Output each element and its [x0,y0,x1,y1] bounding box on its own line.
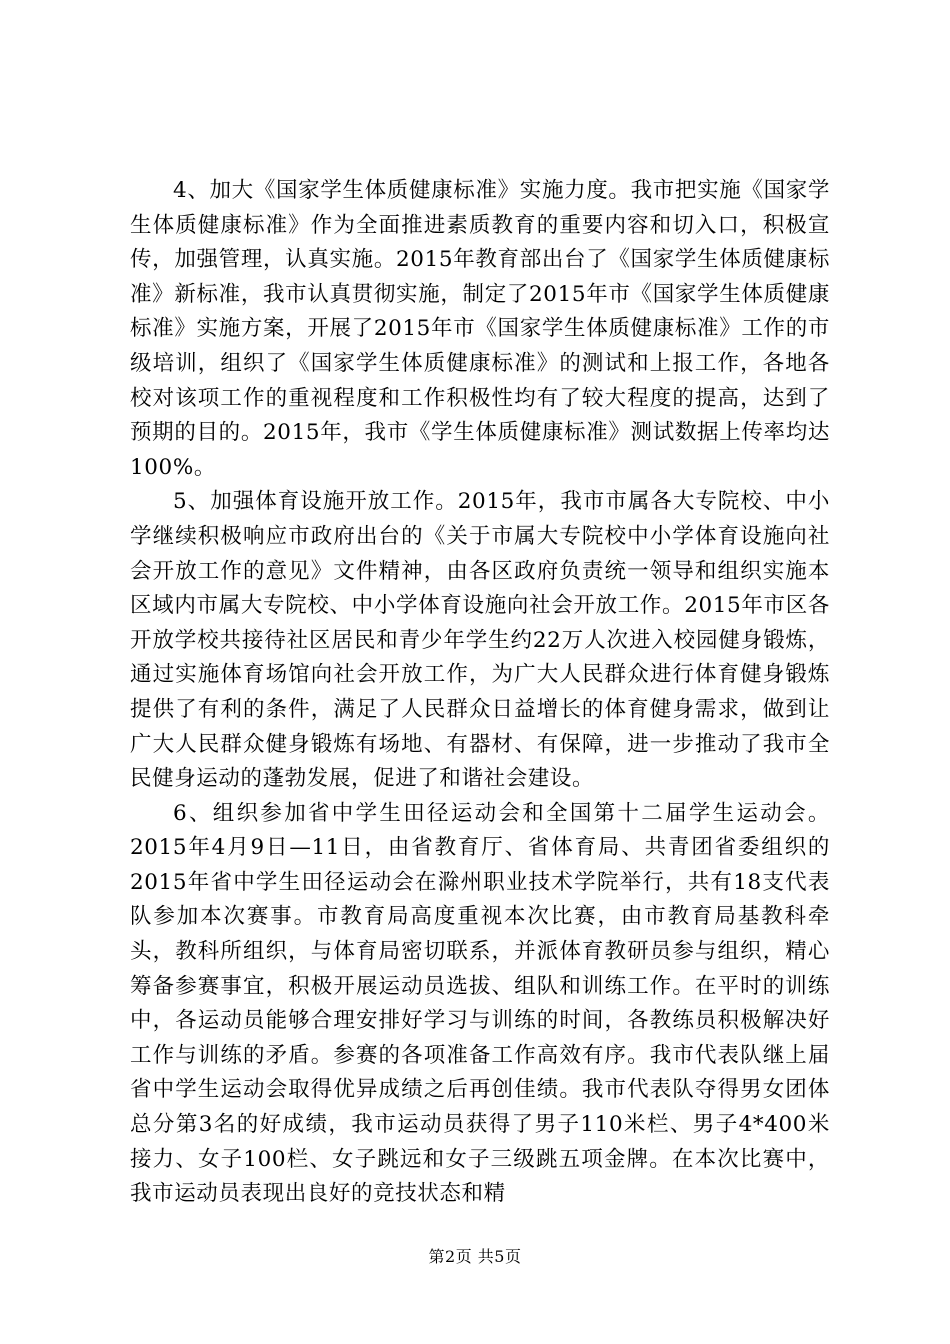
page-number-label: 第2页 共5页 [428,1247,522,1266]
paragraph-item-4: 4、加大《国家学生体质健康标准》实施力度。我市把实施《国家学生体质健康标准》作为全面推进素质教育的重要内容和切入口，积极宣传，加强管理，认真实施。2015年教育部出台了《国家学生体质健康标准》新标准，我市认真贯彻实施，制定了2015年市《国家学生体质健康标准》实施方案，开展了2015年市《国家学生体质健康标准》工作的市级培训，组织了《国家学生体质健康标准》的测试和上报工作，各地各校对该项工作的重视程度和工作积极性均有了较大程度的提高，达到了预期的目的。2015年，我市《学生体质健康标准》测试数据上传率均达100%。 [130,178,830,480]
document-body [130,174,830,1212]
page-footer [0,1247,950,1267]
paragraph-item-6: 6、组织参加省中学生田径运动会和全国第十二届学生运动会。2015年4月9日—11日，由省教育厅、省体育局、共青团省委组织的2015年省中学生田径运动会在滁州职业技术学院举行，共有18支代表队参加本次赛事。市教育局高度重视本次比赛，由市教育局基教科牵头，教科所组织，与体育局密切联系，并派体育教研员参与组织，精心筹备参赛事宜，积极开展运动员选拔、组队和训练工作。在平时的训练中，各运动员能够合理安排好学习与训练的时间，各教练员积极解决好工作与训练的矛盾。参赛的各项准备工作高效有序。我市代表队继上届省中学生运动会取得优异成绩之后再创佳绩。我市代表队夺得男女团体总分第3名的好成绩，我市运动员获得了男子110米栏、男子4*400米接力、女子100栏、女子跳远和女子三级跳五项金牌。在本次比赛中，我市运动员表现出良好的竞技状态和精 [130,800,830,1207]
paragraph-item-5: 5、加强体育设施开放工作。2015年，我市市属各大专院校、中小学继续积极响应市政府出台的《关于市属大专院校中小学体育设施向社会开放工作的意见》文件精神，由各区政府负责统一领导和组织实施本区域内市属大专院校、中小学体育设施向社会开放工作。2015年市区各开放学校共接待社区居民和青少年学生约22万人次进入校园健身锻炼，通过实施体育场馆向社会开放工作，为广大人民群众进行体育健身锻炼提供了有利的条件，满足了人民群众日益增长的体育健身需求，做到让广大人民群众健身锻炼有场地、有器材、有保障，进一步推动了我市全民健身运动的蓬勃发展，促进了和谐社会建设。 [130,489,830,792]
